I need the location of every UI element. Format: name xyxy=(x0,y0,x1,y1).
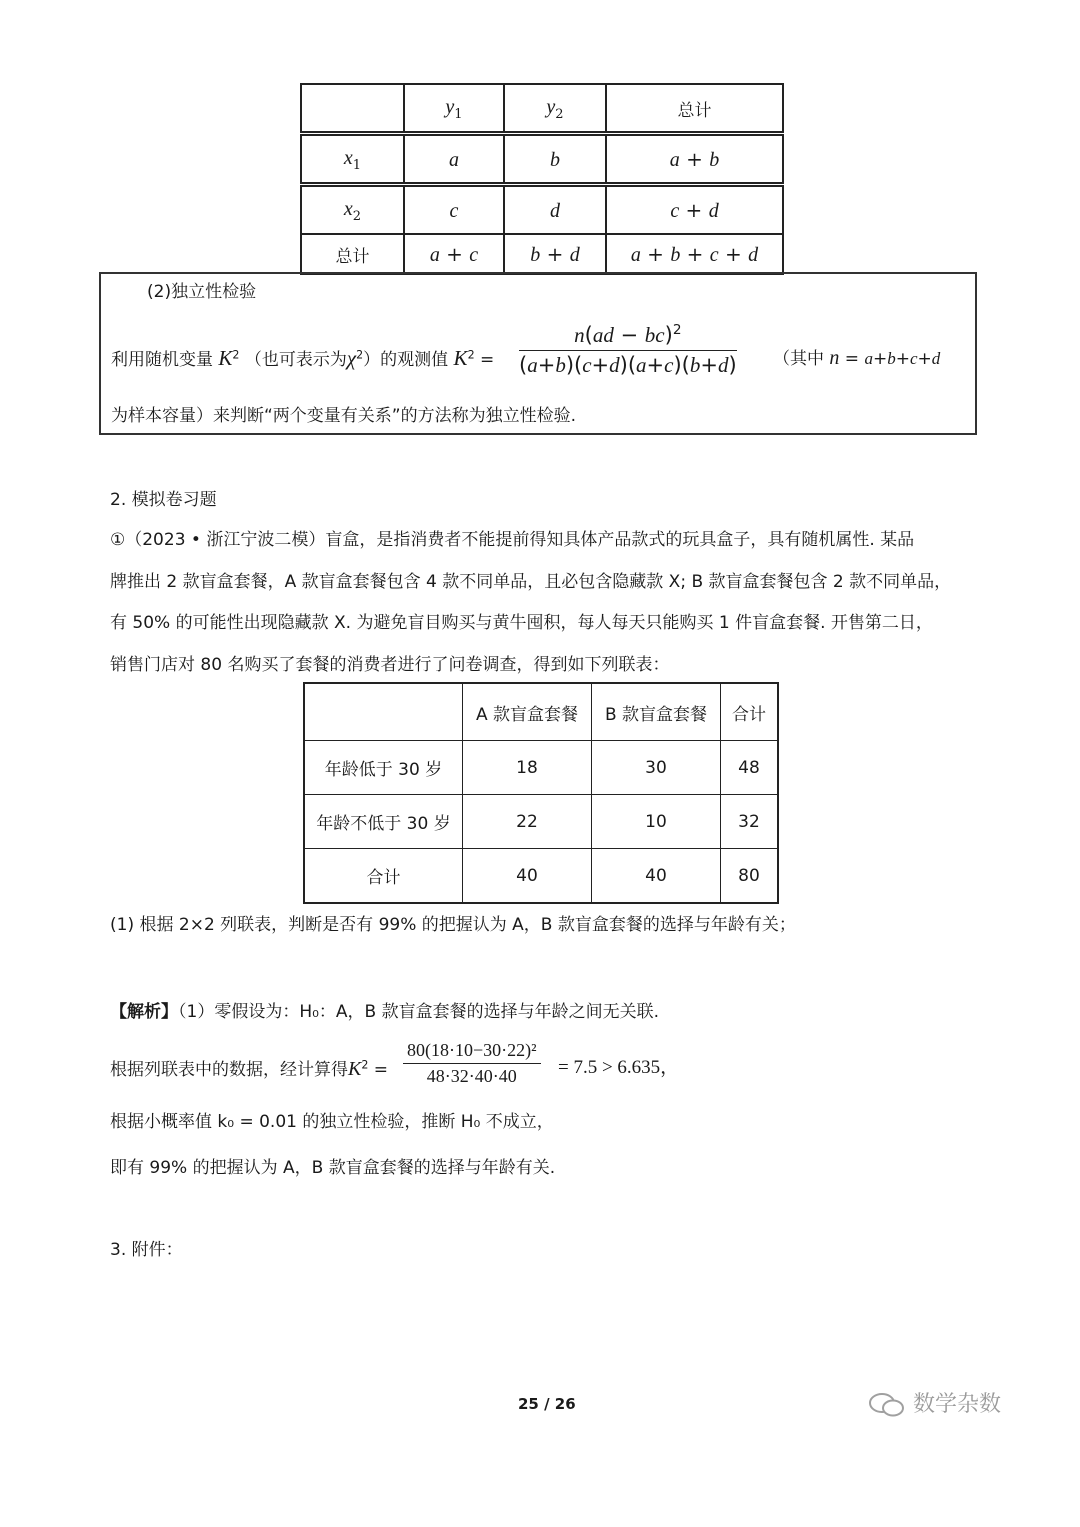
table2-cell: 40 xyxy=(463,849,592,904)
solution-line-4: 即有 99% 的把握认为 A，B 款盲盒套餐的选择与年龄有关. xyxy=(110,1158,556,1178)
table1-cell: a xyxy=(404,134,504,185)
problem-paragraph-line: 有 50% 的可能性出现隐藏款 X. 为避免盲目购买与黄牛囤积，每人每天只能购买 1 件盲盒套餐. 开售第二日， xyxy=(110,613,933,633)
k2-formula xyxy=(519,322,737,378)
question-1: (1) 根据 2×2 列联表，判断是否有 99% 的把握认为 A，B 款盲盒套餐的选择与年龄有关； xyxy=(110,915,796,935)
table2-cell: 40 xyxy=(592,849,721,904)
solution-line-2-prefix: 根据列联表中的数据，经计算得$K^2$ = xyxy=(110,1058,389,1080)
table1-row-label-total: 总计 xyxy=(301,234,404,274)
table2-header: A 款盲盒套餐 xyxy=(463,683,592,741)
box-text-prefix: 利用随机变量 $K^2$ （也可表示为$\chi^2$）的观测值 $K^2$ = xyxy=(111,346,495,370)
k2-formula-numerator: n(ad − bc)$^2$ xyxy=(519,322,737,351)
contingency-table-general xyxy=(300,83,784,275)
table2-cell: 18 xyxy=(463,741,592,795)
box-n-definition: （其中 n = a+b+c+d xyxy=(773,347,941,369)
table1-cell: b + d xyxy=(504,234,606,274)
table1-row-label-x2: $x_2$ xyxy=(301,185,404,235)
solution-label: 【解析】 xyxy=(110,1002,178,1022)
wechat-icon xyxy=(868,1391,906,1419)
computation-numerator: 80(18·10−30·22)² xyxy=(403,1040,541,1064)
table1-cell: a + b xyxy=(606,134,783,185)
table1-header-y1: $y_1$ xyxy=(404,84,504,134)
table2-cell: 48 xyxy=(721,741,779,795)
solution-line-1: 【解析】（1）零假设为：H₀：A，B 款盲盒套餐的选择与年龄之间无关联. xyxy=(110,1002,660,1022)
independence-test-box xyxy=(99,272,977,435)
watermark: 数学杂数 xyxy=(868,1387,1001,1419)
table2-header: B 款盲盒套餐 xyxy=(592,683,721,741)
survey-contingency-table xyxy=(303,682,779,904)
computation-result: = 7.5 > 6.635， xyxy=(558,1057,680,1078)
table2-cell: 30 xyxy=(592,741,721,795)
table2-cell: 32 xyxy=(721,795,779,849)
table2-row-label: 合计 xyxy=(304,849,463,904)
box-title: (2)独立性检验 xyxy=(147,282,257,302)
table1-cell: a + b + c + d xyxy=(606,234,783,274)
table2-row-label: 年龄低于 30 岁 xyxy=(304,741,463,795)
table2-header: 合计 xyxy=(721,683,779,741)
table1-cell: c + d xyxy=(606,185,783,235)
section3-heading: 3. 附件： xyxy=(110,1240,183,1260)
table1-row-label-x1: $x_1$ xyxy=(301,134,404,185)
table1-corner-cell xyxy=(301,84,404,134)
solution-line-3: 根据小概率值 k₀ = 0.01 的独立性检验，推断 H₀ 不成立， xyxy=(110,1112,554,1132)
page-number: 25 / 26 xyxy=(518,1395,576,1413)
problem-paragraph-line: 销售门店对 80 名购买了套餐的消费者进行了问卷调查，得到如下列联表： xyxy=(110,655,670,675)
table1-cell: a + c xyxy=(404,234,504,274)
problem-paragraph-line: 牌推出 2 款盲盒套餐，A 款盲盒套餐包含 4 款不同单品，且必包含隐藏款 X; B 款盲盒套餐包含 2 款不同单品， xyxy=(110,572,952,592)
table1-cell: d xyxy=(504,185,606,235)
table2-row-label: 年龄不低于 30 岁 xyxy=(304,795,463,849)
section2-heading: 2. 模拟卷习题 xyxy=(110,490,217,510)
table2-cell: 10 xyxy=(592,795,721,849)
problem-paragraph-line: ①（2023 • 浙江宁波二模）盲盒，是指消费者不能提前得知具体产品款式的玩具盒子，具有随机属性. 某品 xyxy=(110,530,915,550)
box-line2: 为样本容量）来判断“两个变量有关系”的方法称为独立性检验. xyxy=(111,406,577,426)
table1-header-total: 总计 xyxy=(606,84,783,134)
table1-header-y2: $y_2$ xyxy=(504,84,606,134)
table1-cell: c xyxy=(404,185,504,235)
computation-denominator: 48·32·40·40 xyxy=(426,1066,517,1086)
table2-cell: 80 xyxy=(721,849,779,904)
table2-cell: 22 xyxy=(463,795,592,849)
table2-corner-cell xyxy=(304,683,463,741)
table1-cell: b xyxy=(504,134,606,185)
chi-square-computation xyxy=(403,1040,541,1087)
k2-formula-denominator: (a+b)(c+d)(a+c)(b+d) xyxy=(519,353,737,377)
